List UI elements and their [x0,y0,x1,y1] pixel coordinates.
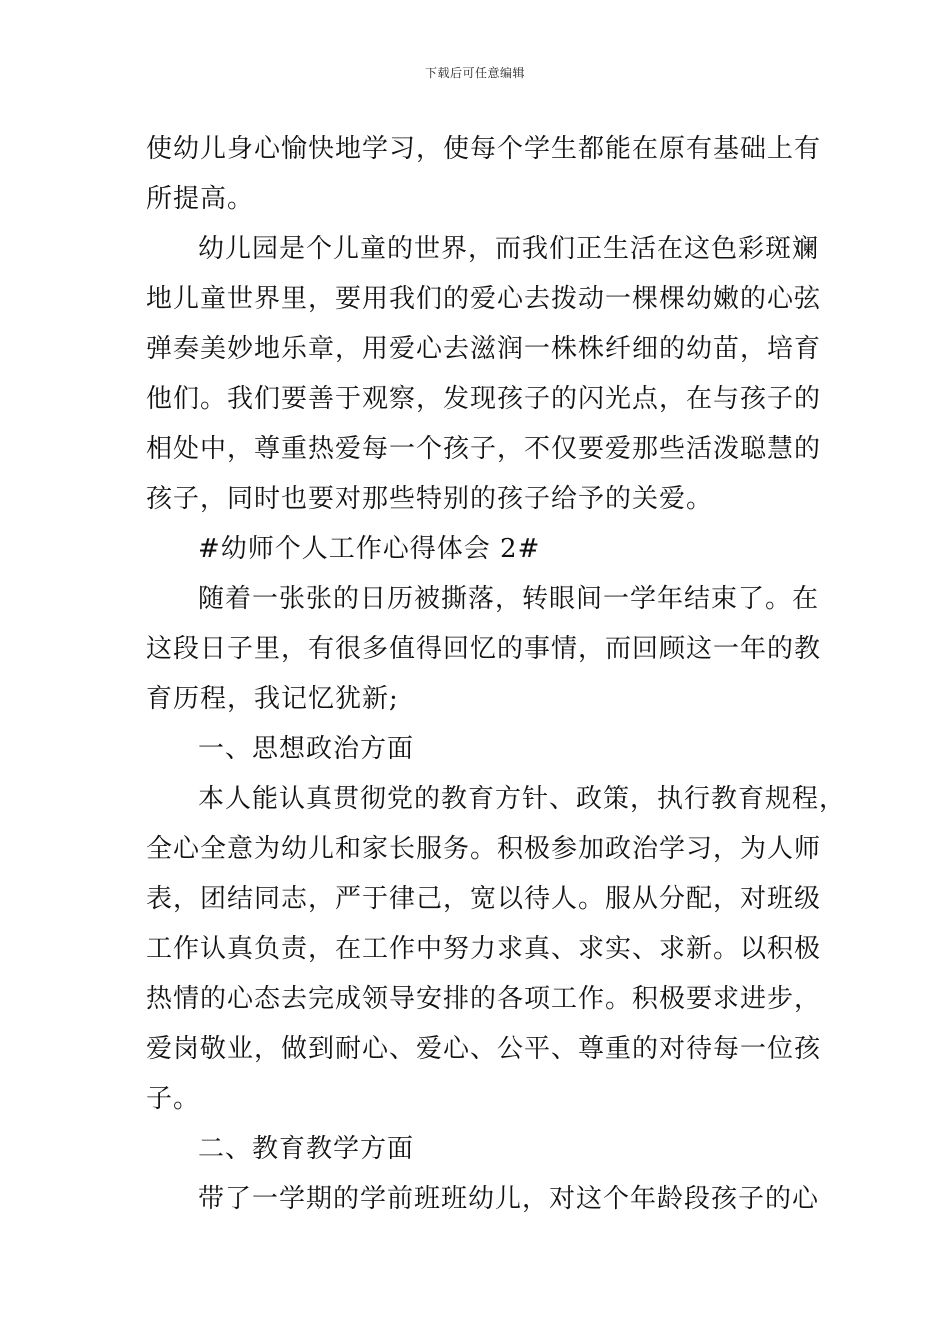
text-line: 随着一张张的日历被撕落，转眼间一学年结束了。在 [198,584,820,614]
text-line: 表，团结同志，严于律己，宽以待人。服从分配，对班级 [146,884,822,914]
text-line: 所提高。 [146,184,255,214]
text-line: 使幼儿身心愉快地学习，使每个学生都能在原有基础上有 [146,134,822,164]
text-line: 他们。我们要善于观察，发现孩子的闪光点，在与孩子的 [146,384,822,414]
text-line: 全心全意为幼儿和家长服务。积极参加政治学习，为人师 [146,834,822,864]
text-line: 幼儿园是个儿童的世界，而我们正生活在这色彩斑斓 [198,234,820,264]
section-heading: 二、教育教学方面 [198,1134,415,1164]
text-line: 相处中，尊重热爱每一个孩子，不仅要爱那些活泼聪慧的 [146,434,822,464]
section-heading: 一、思想政治方面 [198,734,415,764]
page-header: 下载后可任意编辑 [424,66,525,80]
section-heading: #幼师个人工作心得体会 2# [198,534,541,564]
text-line: 地儿童世界里，要用我们的爱心去拨动一棵棵幼嫩的心弦 [146,284,822,314]
text-line: 这段日子里，有很多值得回忆的事情，而回顾这一年的教 [146,634,822,664]
document-body [146,124,847,1224]
text-line: 育历程，我记忆犹新; [146,684,399,714]
text-line: 工作认真负责，在工作中努力求真、求实、求新。以积极 [146,934,822,964]
text-line: 带了一学期的学前班班幼儿，对这个年龄段孩子的心 [198,1184,820,1214]
text-line: 弹奏美妙地乐章，用爱心去滋润一株株纤细的幼苗，培育 [146,334,822,364]
text-line: 本人能认真贯彻党的教育方针、政策，执行教育规程， [198,784,847,814]
text-line: 孩子，同时也要对那些特别的孩子给予的关爱。 [146,484,714,514]
text-line: 子。 [146,1084,201,1114]
text-line: 爱岗敬业，做到耐心、爱心、公平、尊重的对待每一位孩 [146,1034,822,1064]
text-line: 热情的心态去完成领导安排的各项工作。积极要求进步， [146,984,822,1014]
